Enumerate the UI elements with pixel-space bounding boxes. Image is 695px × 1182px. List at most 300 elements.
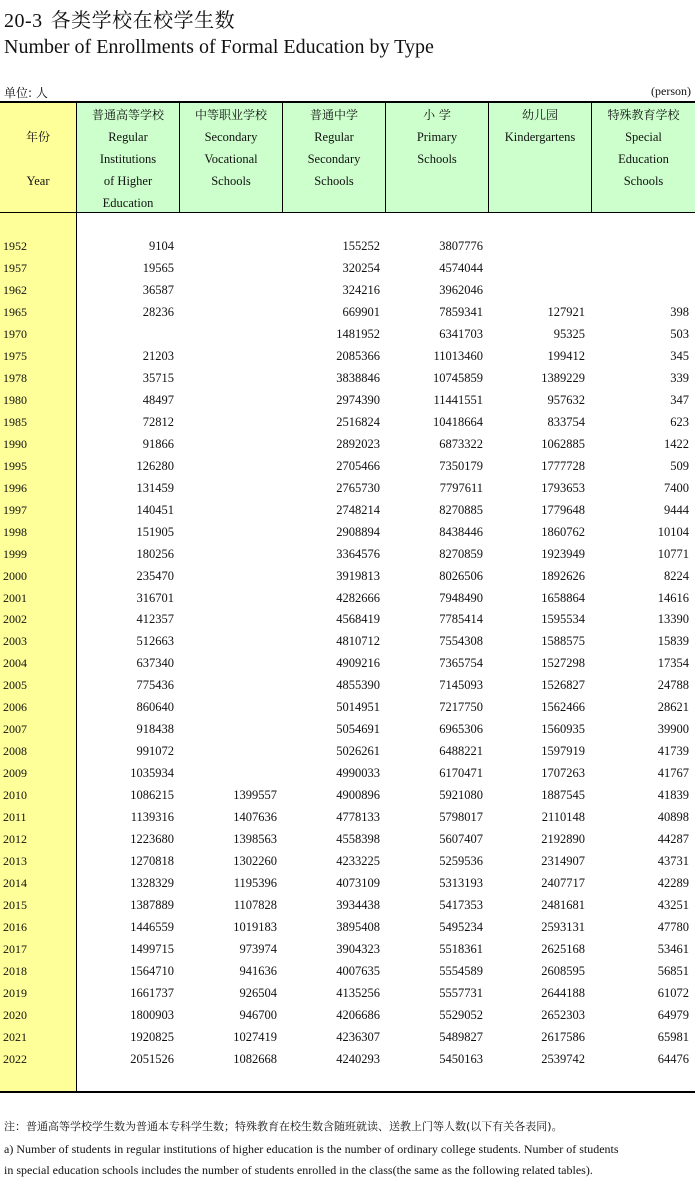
special-education-cell: 64979: [657, 1008, 689, 1022]
year-cell: 2014: [3, 876, 27, 890]
special-education-cell: 56851: [657, 964, 689, 978]
higher-education-cell: 775436: [136, 678, 174, 692]
year-cell: 1962: [3, 283, 27, 297]
secondary-cell: 1481952: [336, 327, 380, 341]
vocational-cell: 926504: [239, 986, 277, 1000]
kindergarten-cell: 1389229: [541, 371, 585, 385]
table-row: [0, 499, 695, 521]
special-education-cell: 13390: [657, 612, 689, 626]
year-cell: 2010: [3, 788, 27, 802]
header-en-line: Education: [102, 196, 154, 210]
table-row: [0, 740, 695, 762]
vocational-cell: 973974: [239, 942, 277, 956]
higher-education-cell: 19565: [142, 261, 174, 275]
special-education-cell: 17354: [657, 656, 689, 670]
secondary-cell: 4007635: [336, 964, 380, 978]
secondary-cell: 669901: [342, 305, 380, 319]
special-education-cell: 24788: [657, 678, 689, 692]
year-cell: 1965: [3, 305, 27, 319]
secondary-cell: 2892023: [336, 437, 380, 451]
secondary-cell: 2765730: [336, 481, 380, 495]
year-cell: 2019: [3, 986, 27, 1000]
table-row: [0, 718, 695, 740]
secondary-cell: 3895408: [336, 920, 380, 934]
year-cell: 1995: [3, 459, 27, 473]
year-cell: 2007: [3, 722, 27, 736]
header-en-line: Special: [625, 130, 662, 144]
vocational-cell: 1019183: [233, 920, 277, 934]
year-cell: 2011: [3, 810, 27, 824]
special-education-cell: 40898: [657, 810, 689, 824]
table-row: [0, 652, 695, 674]
primary-cell: 8438446: [439, 525, 483, 539]
header-col-higher-education: [77, 104, 179, 214]
year-cell: 2020: [3, 1008, 27, 1022]
special-education-cell: 43731: [657, 854, 689, 868]
year-cell: 2001: [3, 591, 27, 605]
special-education-cell: 345: [670, 349, 689, 363]
primary-cell: 7365754: [439, 656, 483, 670]
special-education-cell: 39900: [657, 722, 689, 736]
secondary-cell: 2705466: [336, 459, 380, 473]
kindergarten-cell: 1860762: [541, 525, 585, 539]
title-cn-text: 各类学校在校学生数: [50, 8, 236, 32]
higher-education-cell: 131459: [136, 481, 174, 495]
higher-education-cell: 91866: [142, 437, 174, 451]
primary-cell: 6341703: [439, 327, 483, 341]
header-col-secondary: [283, 104, 385, 192]
higher-education-cell: 1920825: [130, 1030, 174, 1044]
year-cell: 2013: [3, 854, 27, 868]
primary-cell: 8270859: [439, 547, 483, 561]
kindergarten-cell: 1658864: [541, 591, 585, 605]
kindergarten-cell: 1560935: [541, 722, 585, 736]
table-row: [0, 674, 695, 696]
higher-education-cell: 140451: [136, 503, 174, 517]
higher-education-cell: 1086215: [130, 788, 174, 802]
year-cell: 2018: [3, 964, 27, 978]
year-cell: 1997: [3, 503, 27, 517]
unit-label-en: (person): [651, 84, 691, 98]
special-education-cell: 10104: [657, 525, 689, 539]
higher-education-cell: 1139316: [130, 810, 174, 824]
year-cell: 1998: [3, 525, 27, 539]
year-cell: 1957: [3, 261, 27, 275]
kindergarten-cell: 127921: [547, 305, 585, 319]
year-cell: 2002: [3, 612, 27, 626]
secondary-cell: 4568419: [336, 612, 380, 626]
table-row: [0, 301, 695, 323]
primary-cell: 7797611: [439, 481, 483, 495]
kindergarten-cell: 833754: [547, 415, 585, 429]
special-education-cell: 65981: [657, 1030, 689, 1044]
table-row: [0, 389, 695, 411]
table-row: [0, 872, 695, 894]
table-row: [0, 806, 695, 828]
secondary-cell: 5054691: [336, 722, 380, 736]
special-education-cell: 623: [670, 415, 689, 429]
primary-cell: 4574044: [439, 261, 483, 275]
table-row: [0, 850, 695, 872]
special-education-cell: 41739: [657, 744, 689, 758]
header-col-kindergartens: [489, 104, 591, 148]
header-en-line: Schools: [417, 152, 457, 166]
primary-cell: 11441551: [433, 393, 483, 407]
secondary-cell: 2748214: [336, 503, 380, 517]
year-cell: 2009: [3, 766, 27, 780]
primary-cell: 5450163: [439, 1052, 483, 1066]
kindergarten-cell: 957632: [547, 393, 585, 407]
higher-education-cell: 1270818: [130, 854, 174, 868]
header-cn: 普通中学: [309, 108, 358, 122]
vocational-cell: 1398563: [233, 832, 277, 846]
header-cn: 中等职业学校: [194, 108, 267, 122]
special-education-cell: 509: [670, 459, 689, 473]
higher-education-cell: 316701: [136, 591, 174, 605]
vocational-cell: 941636: [239, 964, 277, 978]
kindergarten-cell: 1527298: [541, 656, 585, 670]
higher-education-cell: 637340: [136, 656, 174, 670]
kindergarten-cell: 2608595: [541, 964, 585, 978]
higher-education-cell: 1035934: [130, 766, 174, 780]
kindergarten-cell: 2192890: [541, 832, 585, 846]
header-year: [0, 126, 76, 192]
year-cell: 2021: [3, 1030, 27, 1044]
table-row: [0, 521, 695, 543]
year-cell: 1980: [3, 393, 27, 407]
table-row: [0, 960, 695, 982]
special-education-cell: 15839: [657, 634, 689, 648]
special-education-cell: 347: [670, 393, 689, 407]
kindergarten-cell: 1777728: [541, 459, 585, 473]
secondary-cell: 4240293: [336, 1052, 380, 1066]
primary-cell: 5798017: [439, 810, 483, 824]
kindergarten-cell: 1597919: [541, 744, 585, 758]
secondary-cell: 4810712: [336, 634, 380, 648]
secondary-cell: 2085366: [336, 349, 380, 363]
primary-cell: 5417353: [439, 898, 483, 912]
vocational-cell: 1027419: [233, 1030, 277, 1044]
header-en-line: of Higher: [103, 174, 153, 188]
special-education-cell: 10771: [657, 547, 689, 561]
special-education-cell: 61072: [657, 986, 689, 1000]
kindergarten-cell: 2407717: [541, 876, 585, 890]
primary-cell: 7859341: [439, 305, 483, 319]
vocational-cell: 1082668: [233, 1052, 277, 1066]
year-cell: 1970: [3, 327, 27, 341]
higher-education-cell: 512663: [136, 634, 174, 648]
footnote-en-line1: a) Number of students in regular institutions of higher education is the number of ordinary college students. Number of students: [4, 1142, 619, 1156]
year-cell: 1999: [3, 547, 27, 561]
kindergarten-cell: 1887545: [541, 788, 585, 802]
table-row: [0, 630, 695, 652]
special-education-cell: 398: [670, 305, 689, 319]
kindergarten-cell: 2625168: [541, 942, 585, 956]
secondary-cell: 2516824: [336, 415, 380, 429]
table-row: [0, 608, 695, 630]
year-cell: 2017: [3, 942, 27, 956]
year-cell: 1985: [3, 415, 27, 429]
header-cn: 特殊教育学校: [607, 108, 680, 122]
header-cn: 普通高等学校: [91, 108, 164, 122]
secondary-cell: 4073109: [336, 876, 380, 890]
page-title-en: Number of Enrollments of Formal Education by Type: [4, 36, 434, 58]
primary-cell: 5489827: [439, 1030, 483, 1044]
year-cell: 2006: [3, 700, 27, 714]
secondary-cell: 3919813: [336, 569, 380, 583]
higher-education-cell: 1223680: [130, 832, 174, 846]
vocational-cell: 1302260: [233, 854, 277, 868]
higher-education-cell: 412357: [136, 612, 174, 626]
kindergarten-cell: 1562466: [541, 700, 585, 714]
higher-education-cell: 1328329: [130, 876, 174, 890]
primary-cell: 7217750: [439, 700, 483, 714]
header-en-line: Regular: [314, 130, 354, 144]
kindergarten-cell: 1526827: [541, 678, 585, 692]
secondary-cell: 320254: [342, 261, 380, 275]
secondary-cell: 4282666: [336, 591, 380, 605]
year-cell: 2012: [3, 832, 27, 846]
special-education-cell: 43251: [657, 898, 689, 912]
higher-education-cell: 1800903: [130, 1008, 174, 1022]
primary-cell: 6170471: [439, 766, 483, 780]
secondary-cell: 4233225: [336, 854, 380, 868]
year-cell: 2000: [3, 569, 27, 583]
table-bottom-rule: [0, 1091, 695, 1093]
table-row: [0, 279, 695, 301]
secondary-cell: 4135256: [336, 986, 380, 1000]
table-row: [0, 938, 695, 960]
higher-education-cell: 1499715: [130, 942, 174, 956]
header-en-line: Secondary: [204, 130, 258, 144]
secondary-cell: 4900896: [336, 788, 380, 802]
higher-education-cell: 860640: [136, 700, 174, 714]
header-en-line: Schools: [314, 174, 354, 188]
year-cell: 2015: [3, 898, 27, 912]
primary-cell: 10745859: [433, 371, 483, 385]
year-cell: 2005: [3, 678, 27, 692]
year-cell: 2003: [3, 634, 27, 648]
unit-label-cn: 单位: 人: [4, 86, 48, 100]
table-row: [0, 235, 695, 257]
higher-education-cell: 1387889: [130, 898, 174, 912]
vocational-cell: 1107828: [233, 898, 277, 912]
primary-cell: 5554589: [439, 964, 483, 978]
kindergarten-cell: 2110148: [541, 810, 585, 824]
table-row: [0, 982, 695, 1004]
kindergarten-cell: 1707263: [541, 766, 585, 780]
primary-cell: 5495234: [439, 920, 483, 934]
primary-cell: 5921080: [439, 788, 483, 802]
kindergarten-cell: 2314907: [541, 854, 585, 868]
table-number: 20-3: [4, 10, 43, 32]
kindergarten-cell: 1779648: [541, 503, 585, 517]
table-row: [0, 345, 695, 367]
special-education-cell: 44287: [657, 832, 689, 846]
year-cell: 1975: [3, 349, 27, 363]
special-education-cell: 64476: [657, 1052, 689, 1066]
secondary-cell: 5026261: [336, 744, 380, 758]
special-education-cell: 8224: [664, 569, 689, 583]
vocational-cell: 1195396: [233, 876, 277, 890]
secondary-cell: 4778133: [336, 810, 380, 824]
kindergarten-cell: 1062885: [541, 437, 585, 451]
secondary-cell: 4236307: [336, 1030, 380, 1044]
higher-education-cell: 151905: [136, 525, 174, 539]
table-row: [0, 587, 695, 609]
secondary-cell: 4206686: [336, 1008, 380, 1022]
header-en-line: Vocational: [204, 152, 258, 166]
primary-cell: 7145093: [439, 678, 483, 692]
primary-cell: 3807776: [439, 239, 483, 253]
kindergarten-cell: 1595534: [541, 612, 585, 626]
primary-cell: 3962046: [439, 283, 483, 297]
primary-cell: 5529052: [439, 1008, 483, 1022]
table-row: [0, 433, 695, 455]
secondary-cell: 2974390: [336, 393, 380, 407]
higher-education-cell: 1564710: [130, 964, 174, 978]
header-cn: 小 学: [423, 108, 451, 122]
table-row: [0, 565, 695, 587]
year-cell: 2004: [3, 656, 27, 670]
higher-education-cell: 2051526: [130, 1052, 174, 1066]
vocational-cell: 1407636: [233, 810, 277, 824]
secondary-cell: 324216: [342, 283, 380, 297]
header-col-primary: [386, 104, 488, 170]
secondary-cell: 155252: [342, 239, 380, 253]
vocational-cell: 1399557: [233, 788, 277, 802]
table-row: [0, 828, 695, 850]
table-row: [0, 323, 695, 345]
primary-cell: 6965306: [439, 722, 483, 736]
special-education-cell: 1422: [664, 437, 689, 451]
higher-education-cell: 235470: [136, 569, 174, 583]
secondary-cell: 3934438: [336, 898, 380, 912]
primary-cell: 5607407: [439, 832, 483, 846]
header-en-line: Institutions: [99, 152, 157, 166]
special-education-cell: 28621: [657, 700, 689, 714]
kindergarten-cell: 1892626: [541, 569, 585, 583]
table-row: [0, 916, 695, 938]
primary-cell: 5313193: [439, 876, 483, 890]
secondary-cell: 3364576: [336, 547, 380, 561]
special-education-cell: 503: [670, 327, 689, 341]
table-row: [0, 257, 695, 279]
higher-education-cell: 126280: [136, 459, 174, 473]
higher-education-cell: 21203: [142, 349, 174, 363]
table-row: [0, 455, 695, 477]
year-cell: 2008: [3, 744, 27, 758]
header-col-special-education: [592, 104, 695, 192]
higher-education-cell: 991072: [136, 744, 174, 758]
header-en-line: Primary: [416, 130, 458, 144]
kindergarten-cell: 2652303: [541, 1008, 585, 1022]
year-cell: 1952: [3, 239, 27, 253]
table-row: [0, 1026, 695, 1048]
special-education-cell: 42289: [657, 876, 689, 890]
primary-cell: 6488221: [439, 744, 483, 758]
kindergarten-cell: 2481681: [541, 898, 585, 912]
higher-education-cell: 1446559: [130, 920, 174, 934]
year-cell: 2016: [3, 920, 27, 934]
kindergarten-cell: 2593131: [541, 920, 585, 934]
year-cell: 1996: [3, 481, 27, 495]
higher-education-cell: 72812: [142, 415, 174, 429]
primary-cell: 7785414: [439, 612, 483, 626]
header-col-vocational: [180, 104, 282, 192]
special-education-cell: 41767: [657, 766, 689, 780]
table-row: [0, 762, 695, 784]
kindergarten-cell: 2617586: [541, 1030, 585, 1044]
primary-cell: 8026506: [439, 569, 483, 583]
higher-education-cell: 180256: [136, 547, 174, 561]
secondary-cell: 3838846: [336, 371, 380, 385]
table-row: [0, 367, 695, 389]
header-en-line: Schools: [623, 174, 664, 188]
higher-education-cell: 1661737: [130, 986, 174, 1000]
special-education-cell: 47780: [657, 920, 689, 934]
header-en-line: Education: [618, 152, 669, 166]
secondary-cell: 5014951: [336, 700, 380, 714]
table-row: [0, 894, 695, 916]
secondary-cell: 3904323: [336, 942, 380, 956]
secondary-cell: 4855390: [336, 678, 380, 692]
table-row: [0, 1048, 695, 1070]
kindergarten-cell: 1923949: [541, 547, 585, 561]
footnote-en-line2: in special education schools includes the number of students enrolled in the class(the same as the following related tables).: [4, 1163, 593, 1177]
header-en-line: Secondary: [307, 152, 361, 166]
table-row: [0, 411, 695, 433]
header-cn: 幼儿园: [521, 108, 558, 122]
kindergarten-cell: 2539742: [541, 1052, 585, 1066]
year-cell: 1990: [3, 437, 27, 451]
kindergarten-cell: 1793653: [541, 481, 585, 495]
table-row: [0, 543, 695, 565]
special-education-cell: 41839: [657, 788, 689, 802]
footnote-cn: 注：普通高等学校学生数为普通本专科学生数；特殊教育在校生数含随班就读、送教上门等人数(以下有关各表同)。: [4, 1120, 563, 1133]
secondary-cell: 4558398: [336, 832, 380, 846]
year-cell: 1978: [3, 371, 27, 385]
page-title-cn: [4, 4, 235, 33]
higher-education-cell: 35715: [142, 371, 174, 385]
higher-education-cell: 28236: [142, 305, 174, 319]
primary-cell: 8270885: [439, 503, 483, 517]
primary-cell: 5557731: [439, 986, 483, 1000]
primary-cell: 7350179: [439, 459, 483, 473]
header-en-line: Regular: [108, 130, 148, 144]
table-row: [0, 1004, 695, 1026]
special-education-cell: 9444: [664, 503, 689, 517]
kindergarten-cell: 1588575: [541, 634, 585, 648]
kindergarten-cell: 199412: [547, 349, 585, 363]
header-year-en: Year: [26, 174, 50, 188]
higher-education-cell: 48497: [142, 393, 174, 407]
primary-cell: 5518361: [439, 942, 483, 956]
year-cell: 2022: [3, 1052, 27, 1066]
higher-education-cell: 36587: [142, 283, 174, 297]
higher-education-cell: 918438: [136, 722, 174, 736]
special-education-cell: 14616: [657, 591, 689, 605]
primary-cell: 5259536: [439, 854, 483, 868]
special-education-cell: 7400: [664, 481, 689, 495]
primary-cell: 6873322: [439, 437, 483, 451]
table-row: [0, 477, 695, 499]
kindergarten-cell: 2644188: [541, 986, 585, 1000]
primary-cell: 10418664: [433, 415, 483, 429]
higher-education-cell: 9104: [149, 239, 174, 253]
vocational-cell: 946700: [239, 1008, 277, 1022]
primary-cell: 11013460: [433, 349, 483, 363]
